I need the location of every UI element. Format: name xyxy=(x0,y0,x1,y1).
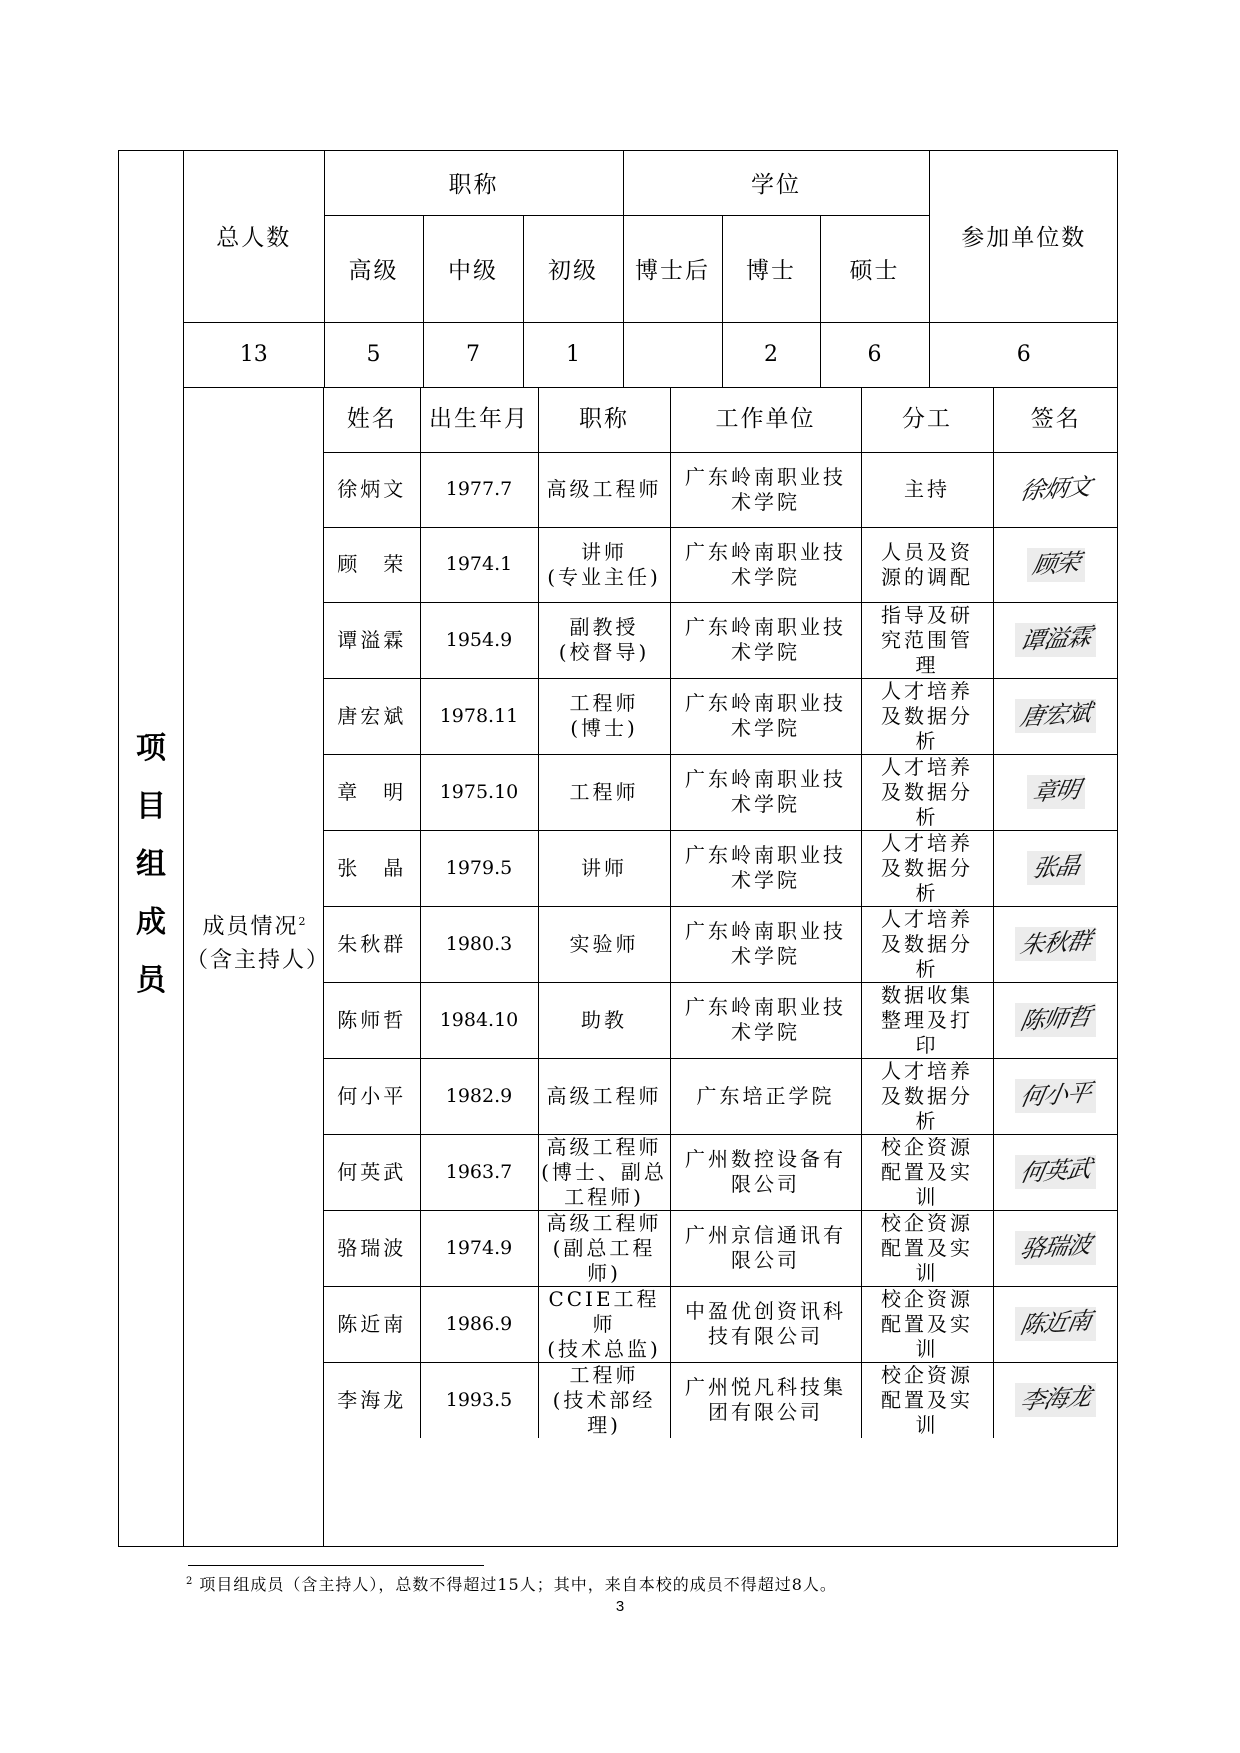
signature-text: 陈师哲 xyxy=(1018,1002,1094,1036)
signature-image xyxy=(1015,1003,1096,1037)
member-role: 人才培养及数据分析 xyxy=(861,830,993,906)
member-role: 人才培养及数据分析 xyxy=(861,754,993,830)
member-employer: 广东岭南职业技术学院 xyxy=(670,452,861,527)
member-name: 何英武 xyxy=(324,1134,420,1210)
member-name: 陈师哲 xyxy=(324,982,420,1058)
member-role: 校企资源配置及实训 xyxy=(861,1286,993,1362)
signature-text: 顾荣 xyxy=(1029,547,1082,580)
member-role: 校企资源配置及实训 xyxy=(861,1210,993,1286)
header-title-group: 职称 xyxy=(324,150,623,215)
header-total: 总人数 xyxy=(184,150,324,322)
member-signature xyxy=(993,1058,1118,1134)
member-birth: 1977.7 xyxy=(420,452,538,527)
footnote-mark: 2 xyxy=(298,915,306,928)
footnote xyxy=(186,1572,837,1595)
value-phd: 2 xyxy=(722,322,820,387)
signature-text: 朱秋群 xyxy=(1018,926,1094,960)
member-name: 何小平 xyxy=(324,1058,420,1134)
header-junior: 初级 xyxy=(523,215,623,322)
member-title: 讲师 xyxy=(538,830,670,906)
member-title: 高级工程师 xyxy=(538,452,670,527)
value-total: 13 xyxy=(184,322,324,387)
member-birth: 1963.7 xyxy=(420,1134,538,1210)
value-units: 6 xyxy=(929,322,1118,387)
member-role: 人员及资源的调配 xyxy=(861,527,993,602)
member-name: 徐炳文 xyxy=(324,452,420,527)
member-title: 助教 xyxy=(538,982,670,1058)
signature-text: 张晶 xyxy=(1029,851,1082,883)
member-row xyxy=(324,1134,1118,1210)
header-master: 硕士 xyxy=(820,215,929,322)
member-title: 工程师 (博士) xyxy=(538,678,670,754)
member-signature xyxy=(993,982,1118,1058)
member-row xyxy=(324,1286,1118,1362)
member-row xyxy=(324,678,1118,754)
member-signature xyxy=(993,1210,1118,1286)
footnote-text: 项目组成员（含主持人），总数不得超过15人；其中，来自本校的成员不得超过8人。 xyxy=(199,1575,837,1594)
section-label xyxy=(120,720,182,1010)
value-senior: 5 xyxy=(324,322,423,387)
member-role: 人才培养及数据分析 xyxy=(861,678,993,754)
member-row xyxy=(324,602,1118,678)
member-employer: 广东岭南职业技术学院 xyxy=(670,830,861,906)
member-name: 唐宏斌 xyxy=(324,678,420,754)
member-birth: 1974.9 xyxy=(420,1210,538,1286)
member-role: 人才培养及数据分析 xyxy=(861,1058,993,1134)
signature-image xyxy=(1027,548,1085,582)
member-birth: 1954.9 xyxy=(420,602,538,678)
member-row xyxy=(324,452,1118,527)
header-phd: 博士 xyxy=(722,215,820,322)
member-employer: 广东岭南职业技术学院 xyxy=(670,982,861,1058)
member-birth: 1986.9 xyxy=(420,1286,538,1362)
col-header-role: 分工 xyxy=(861,387,993,452)
header-postdoc: 博士后 xyxy=(623,215,722,322)
member-birth: 1974.1 xyxy=(420,527,538,602)
member-title: 讲师 (专业主任) xyxy=(538,527,670,602)
col-header-employer: 工作单位 xyxy=(670,387,861,452)
member-row xyxy=(324,1058,1118,1134)
member-employer: 中盈优创资讯科技有限公司 xyxy=(670,1286,861,1362)
members-label-text: 成员情况 xyxy=(202,914,299,940)
member-title: 高级工程师 xyxy=(538,1058,670,1134)
signature-text: 何小平 xyxy=(1018,1078,1094,1112)
member-signature xyxy=(993,678,1118,754)
signature-text: 陈近南 xyxy=(1018,1306,1094,1340)
member-title: 高级工程师 (副总工程师) xyxy=(538,1210,670,1286)
col-header-birth: 出生年月 xyxy=(420,387,538,452)
member-row xyxy=(324,754,1118,830)
member-name: 陈近南 xyxy=(324,1286,420,1362)
value-middle: 7 xyxy=(423,322,523,387)
member-birth: 1980.3 xyxy=(420,906,538,982)
signature-image xyxy=(1027,851,1085,885)
member-name: 顾 荣 xyxy=(324,527,420,602)
member-birth: 1975.10 xyxy=(420,754,538,830)
member-role: 校企资源配置及实训 xyxy=(861,1362,993,1438)
col-header-title: 职称 xyxy=(538,387,670,452)
value-junior: 1 xyxy=(523,322,623,387)
member-signature xyxy=(993,452,1118,527)
member-birth: 1979.5 xyxy=(420,830,538,906)
member-signature xyxy=(993,1286,1118,1362)
col-header-signature: 签名 xyxy=(993,387,1118,452)
member-role: 数据收集整理及打印 xyxy=(861,982,993,1058)
header-units: 参加单位数 xyxy=(929,150,1118,322)
member-title: 工程师 (技术部经理) xyxy=(538,1362,670,1438)
member-name: 章 明 xyxy=(324,754,420,830)
member-title: 副教授 (校督导) xyxy=(538,602,670,678)
member-row xyxy=(324,906,1118,982)
header-senior: 高级 xyxy=(324,215,423,322)
col-header-name: 姓名 xyxy=(324,387,420,452)
section-label-char: 项 xyxy=(136,731,166,766)
member-row xyxy=(324,982,1118,1058)
signature-image xyxy=(1015,1307,1096,1341)
section-label-char: 成 xyxy=(136,905,166,940)
signature-text: 骆瑞波 xyxy=(1018,1230,1094,1264)
member-title: 实验师 xyxy=(538,906,670,982)
member-signature xyxy=(993,602,1118,678)
member-signature xyxy=(993,830,1118,906)
footnote-number: 2 xyxy=(186,1575,194,1587)
footnote-rule xyxy=(188,1565,484,1566)
member-employer: 广东岭南职业技术学院 xyxy=(670,678,861,754)
member-title: 高级工程师 (博士、副总工程师) xyxy=(538,1134,670,1210)
value-master: 6 xyxy=(820,322,929,387)
signature-text: 章明 xyxy=(1029,775,1082,807)
member-employer: 广州京信通讯有限公司 xyxy=(670,1210,861,1286)
member-title: CCIE工程师 (技术总监) xyxy=(538,1286,670,1362)
member-name: 李海龙 xyxy=(324,1362,420,1438)
member-row xyxy=(324,527,1118,602)
member-employer: 广州悦凡科技集团有限公司 xyxy=(670,1362,861,1438)
members-label-sub: （含主持人） xyxy=(186,948,331,974)
member-role: 指导及研究范围管理 xyxy=(861,602,993,678)
signature-image xyxy=(1015,1231,1096,1265)
member-name: 朱秋群 xyxy=(324,906,420,982)
signature-image xyxy=(1015,623,1096,657)
member-row xyxy=(324,1210,1118,1286)
signature-image xyxy=(1015,927,1096,961)
member-birth: 1984.10 xyxy=(420,982,538,1058)
signature-text: 何英武 xyxy=(1018,1154,1094,1188)
signature-image xyxy=(1027,775,1085,809)
signature-text: 李海龙 xyxy=(1018,1382,1094,1416)
member-signature xyxy=(993,1134,1118,1210)
member-signature xyxy=(993,906,1118,982)
header-middle: 中级 xyxy=(423,215,523,322)
summary-table xyxy=(184,150,1118,388)
member-employer: 广东培正学院 xyxy=(670,1058,861,1134)
signature-image xyxy=(1015,1383,1096,1417)
member-title: 工程师 xyxy=(538,754,670,830)
members-table xyxy=(324,387,1118,1438)
member-signature xyxy=(993,527,1118,602)
signature-image xyxy=(1015,699,1096,733)
section-label-char: 目 xyxy=(136,789,166,824)
member-signature xyxy=(993,754,1118,830)
member-row xyxy=(324,1362,1118,1438)
member-role: 校企资源配置及实训 xyxy=(861,1134,993,1210)
member-role: 人才培养及数据分析 xyxy=(861,906,993,982)
signature-image xyxy=(1015,1155,1096,1189)
member-birth: 1982.9 xyxy=(420,1058,538,1134)
member-employer: 广东岭南职业技术学院 xyxy=(670,754,861,830)
member-name: 骆瑞波 xyxy=(324,1210,420,1286)
header-degree-group: 学位 xyxy=(623,150,929,215)
section-label-char: 员 xyxy=(136,963,166,998)
signature-text: 唐宏斌 xyxy=(1018,698,1094,732)
member-employer: 广东岭南职业技术学院 xyxy=(670,906,861,982)
member-row xyxy=(324,830,1118,906)
member-employer: 广州数控设备有限公司 xyxy=(670,1134,861,1210)
member-employer: 广东岭南职业技术学院 xyxy=(670,602,861,678)
member-role: 主持 xyxy=(861,452,993,527)
page-number: 3 xyxy=(615,1598,625,1615)
member-birth: 1993.5 xyxy=(420,1362,538,1438)
member-signature xyxy=(993,1362,1118,1438)
member-employer: 广东岭南职业技术学院 xyxy=(670,527,861,602)
member-birth: 1978.11 xyxy=(420,678,538,754)
value-postdoc xyxy=(623,322,722,387)
section-label-char: 组 xyxy=(136,847,166,882)
member-name: 谭溢霖 xyxy=(324,602,420,678)
signature-text: 徐炳文 xyxy=(1018,472,1094,505)
members-label xyxy=(186,905,331,978)
member-name: 张 晶 xyxy=(324,830,420,906)
signature-text: 谭溢霖 xyxy=(1018,622,1094,656)
signature-image xyxy=(1015,473,1096,507)
signature-image xyxy=(1015,1079,1096,1113)
